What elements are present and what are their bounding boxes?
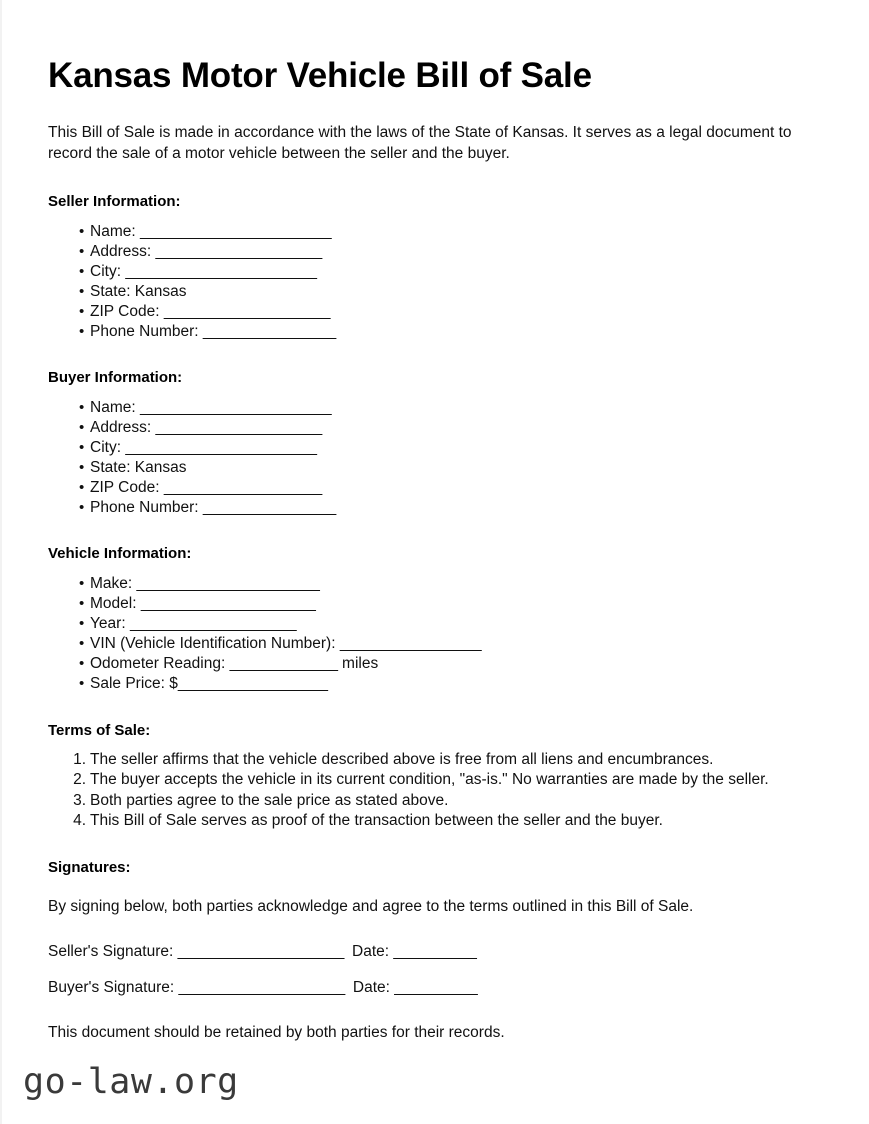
field-label: Phone Number: bbox=[90, 322, 203, 340]
list-item: Both parties agree to the sale price as stated above. bbox=[90, 791, 449, 809]
list-item bbox=[48, 458, 810, 478]
field-blank[interactable]: __________________ bbox=[177, 674, 328, 692]
field-label: Address: bbox=[90, 242, 156, 260]
field-blank[interactable]: _______________________ bbox=[139, 398, 332, 416]
buyer-signature-row bbox=[48, 962, 810, 998]
field-label: ZIP Code: bbox=[90, 478, 164, 496]
field-label: Phone Number: bbox=[90, 498, 203, 516]
field-label: Make: bbox=[90, 574, 137, 592]
seller-section-heading: Seller Information: bbox=[48, 192, 181, 210]
list-item bbox=[48, 222, 810, 242]
field-blank[interactable]: ________________ bbox=[202, 498, 337, 516]
buyer-signature-label: Buyer's Signature: bbox=[48, 978, 179, 996]
list-item bbox=[48, 478, 810, 498]
list-item: This Bill of Sale serves as proof of the transaction between the seller and the buyer. bbox=[90, 812, 663, 829]
watermark-go-law-org: go-law.org bbox=[23, 1062, 239, 1102]
field-label: City: bbox=[90, 438, 126, 456]
seller-signature-label: Seller's Signature: bbox=[48, 942, 178, 960]
seller-field-list bbox=[48, 210, 810, 342]
list-item bbox=[48, 594, 810, 614]
field-blank[interactable]: _____________________ bbox=[140, 594, 316, 612]
list-item bbox=[48, 242, 810, 262]
field-blank[interactable]: _______________________ bbox=[125, 262, 317, 280]
field-blank[interactable]: ____________________ bbox=[163, 302, 331, 320]
list-item bbox=[48, 282, 810, 302]
field-blank[interactable]: ________________ bbox=[202, 322, 337, 340]
list-item bbox=[48, 398, 810, 418]
signatures-section-heading: Signatures: bbox=[48, 858, 131, 876]
terms-section-heading: Terms of Sale: bbox=[48, 721, 151, 739]
field-blank[interactable]: _______________________ bbox=[139, 222, 332, 240]
field-blank[interactable]: ____________________ bbox=[155, 242, 322, 260]
page-title: Kansas Motor Vehicle Bill of Sale bbox=[48, 56, 592, 95]
buyer-signature-blank[interactable]: ____________________ bbox=[178, 978, 345, 996]
list-item bbox=[48, 302, 810, 322]
list-item bbox=[48, 674, 810, 694]
intro-paragraph: This Bill of Sale is made in accordance with the laws of the State of Kansas. It serves as a legal document to record the sale of a motor vehicle between the seller and the buyer. bbox=[48, 123, 792, 162]
field-label: State: Kansas bbox=[90, 458, 187, 476]
list-item: The seller affirms that the vehicle described above is free from all liens and encumbrances. bbox=[90, 750, 714, 768]
field-label: Odometer Reading: bbox=[90, 654, 230, 672]
field-blank[interactable]: _____________ bbox=[229, 654, 338, 672]
document-content bbox=[48, 0, 810, 1043]
seller-signature-row bbox=[48, 917, 810, 962]
field-label: VIN (Vehicle Identification Number): bbox=[90, 634, 340, 652]
vehicle-section-heading: Vehicle Information: bbox=[48, 544, 192, 562]
buyer-date-blank[interactable]: __________ bbox=[394, 978, 478, 996]
list-item: The buyer accepts the vehicle in its current condition, "as-is." No warranties are made by the seller. bbox=[90, 771, 769, 788]
field-blank[interactable]: ______________________ bbox=[136, 574, 320, 592]
field-blank[interactable]: ___________________ bbox=[163, 478, 322, 496]
seller-date-label: Date: bbox=[352, 942, 394, 960]
field-blank[interactable]: _________________ bbox=[339, 634, 482, 652]
terms-list bbox=[48, 739, 810, 832]
list-item bbox=[48, 438, 810, 458]
list-item bbox=[48, 418, 810, 438]
buyer-section-heading: Buyer Information: bbox=[48, 368, 183, 386]
field-blank[interactable]: ____________________ bbox=[129, 614, 297, 632]
field-blank[interactable]: ____________________ bbox=[155, 418, 322, 436]
buyer-date-label: Date: bbox=[352, 978, 395, 996]
field-label: Sale Price: $ bbox=[90, 674, 178, 692]
list-item bbox=[48, 322, 810, 342]
field-label: Name: bbox=[90, 398, 140, 416]
page-left-edge bbox=[0, 0, 2, 1124]
field-suffix: miles bbox=[337, 654, 379, 672]
seller-date-blank[interactable]: __________ bbox=[393, 942, 477, 960]
vehicle-field-list bbox=[48, 562, 810, 694]
footer-note: This document should be retained by both parties for their records. bbox=[48, 1023, 505, 1041]
list-item bbox=[48, 262, 810, 282]
field-label: ZIP Code: bbox=[90, 302, 164, 320]
buyer-field-list bbox=[48, 386, 810, 518]
field-label: Year: bbox=[90, 614, 130, 632]
list-item bbox=[48, 634, 810, 654]
field-label: Name: bbox=[90, 222, 140, 240]
field-label: Model: bbox=[90, 594, 141, 612]
list-item bbox=[48, 614, 810, 634]
list-item bbox=[48, 574, 810, 594]
field-label: City: bbox=[90, 262, 126, 280]
seller-signature-blank[interactable]: ____________________ bbox=[177, 942, 345, 960]
field-blank[interactable]: _______________________ bbox=[125, 438, 317, 456]
list-item bbox=[48, 654, 810, 674]
field-label: Address: bbox=[90, 418, 156, 436]
field-label: State: Kansas bbox=[90, 282, 187, 300]
list-item bbox=[48, 498, 810, 518]
signatures-intro: By signing below, both parties acknowledge and agree to the terms outlined in this Bill of Sale. bbox=[48, 897, 694, 915]
